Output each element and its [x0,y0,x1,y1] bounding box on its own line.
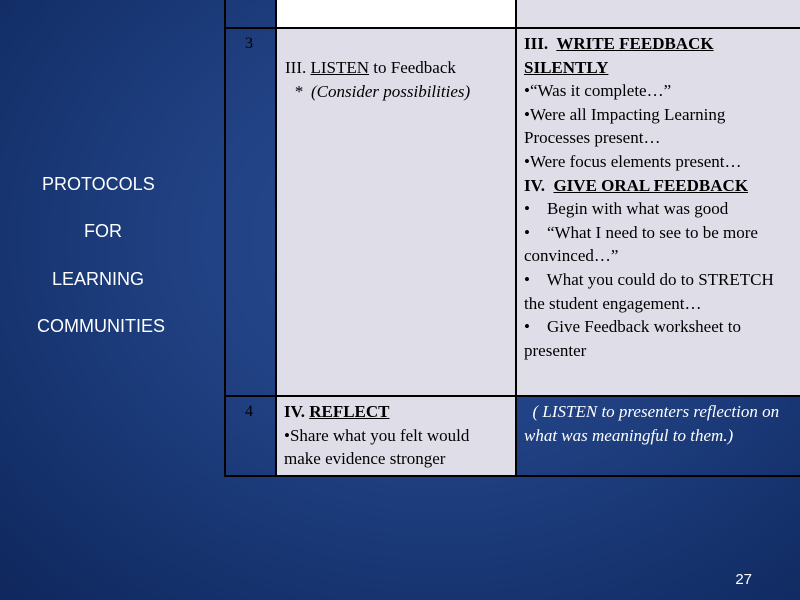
oral-item: • Begin with what was good [524,199,729,219]
sidebar-title-communities: COMMUNITIES [37,316,165,336]
row4-listen-text: ( LISTEN to presenters reflection on what was meaningful to them.) [524,402,784,445]
oral-heading-text: GIVE ORAL FEEDBACK [553,175,749,195]
write-item: •Were all Impacting Learning Processes present… [524,104,726,148]
table-line [224,475,800,477]
oral-item: • Give Feedback worksheet to presenter [524,317,746,360]
table-line [224,0,226,476]
table-line [224,27,800,29]
row3-write-content [524,32,792,362]
listen-roman: III. [285,58,307,77]
oral-item: • “What I need to see to be more convinced…” [524,222,763,266]
sidebar-title-protocols: PROTOCOLS [42,174,155,194]
table-line [275,0,277,476]
row3-listen-heading [285,56,456,80]
reflect-heading [284,400,510,424]
row4-reflect-content [284,400,510,471]
top-row-cell-mid [276,0,515,28]
oral-heading [524,174,792,198]
row4-number: 4 [245,403,253,420]
reflect-heading-text: REFLECT [309,402,390,421]
oral-roman: IV. [524,175,545,195]
listen-rest: to Feedback [373,58,456,77]
write-heading-text: WRITE FEEDBACK [556,34,714,53]
row3-number: 3 [245,35,253,52]
table-line [224,395,800,397]
row3-listen-note: * (Consider possibilities) [294,82,471,101]
reflect-roman: IV. [284,402,305,421]
page-number: 27 [735,571,752,588]
write-roman: III. [524,34,549,53]
reflect-text: •Share what you felt would make evidence stronger [284,425,470,469]
write-heading [524,32,792,56]
sidebar-title-learning: LEARNING [52,269,145,289]
oral-item: • What you could do to STRETCH the student engagement… [524,269,779,313]
write-item: •Were focus elements present… [524,151,742,171]
write-heading-silently: SILENTLY [524,57,609,77]
sidebar-title-for: FOR [84,221,122,241]
top-row-cell-right [516,0,800,28]
table-line [515,0,517,476]
write-item: •“Was it complete…” [524,81,672,101]
listen-keyword: LISTEN [310,58,370,77]
